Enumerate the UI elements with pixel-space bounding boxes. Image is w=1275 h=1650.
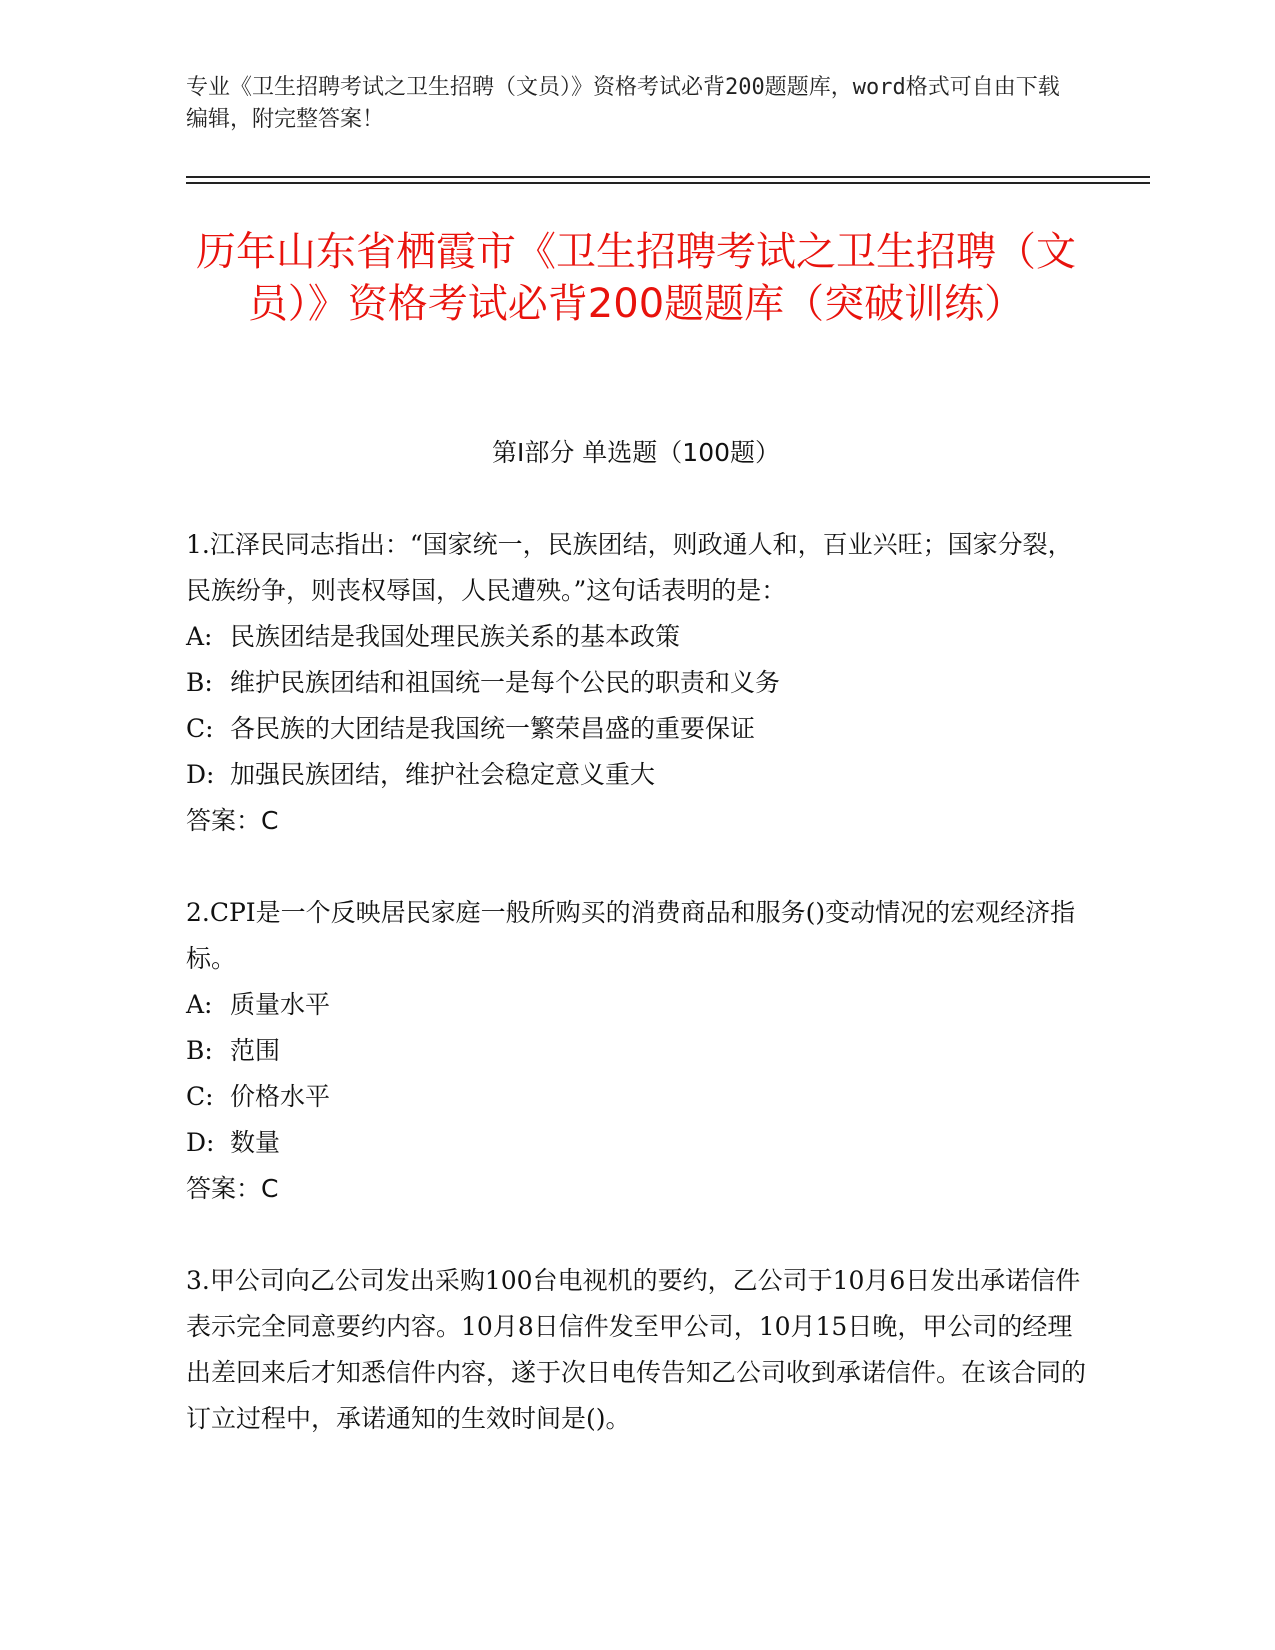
option-key: A: [186, 622, 213, 651]
question-text: 2.CPI是一个反映居民家庭一般所购买的消费商品和服务()变动情况的宏观经济指标。 [186, 898, 1076, 973]
option-c [186, 1074, 1086, 1120]
option-key: C: [186, 714, 214, 743]
option-text: 民族团结是我国处理民族关系的基本政策 [230, 622, 681, 651]
option-text: 维护民族团结和祖国统一是每个公民的职责和义务 [230, 668, 781, 697]
question-2 [186, 890, 1086, 1212]
option-text: 质量水平 [230, 990, 331, 1019]
option-key: B: [186, 668, 213, 697]
option-a [186, 982, 1086, 1028]
question-text: 1.江泽民同志指出：“国家统一，民族团结，则政通人和，百业兴旺；国家分裂，民族纷争，则丧权辱国，人民遭殃。”这句话表明的是： [186, 530, 1073, 605]
option-key: C: [186, 1082, 214, 1111]
option-key: B: [186, 1036, 213, 1065]
option-key: D: [186, 760, 215, 789]
option-text: 范围 [230, 1036, 281, 1065]
answer: 答案：C [186, 806, 279, 835]
document-title: 历年山东省栖霞市《卫生招聘考试之卫生招聘（文员）》资格考试必背200题题库（突破训练） [196, 229, 1076, 327]
header-divider-bottom [186, 182, 1150, 184]
option-a [186, 614, 1086, 660]
question-3 [186, 1258, 1086, 1442]
option-key: A: [186, 990, 213, 1019]
question-text: 3.甲公司向乙公司发出采购100台电视机的要约，乙公司于10月6日发出承诺信件表示完全同意要约内容。10月8日信件发至甲公司，10月15日晚，甲公司的经理出差回来后才知悉信件内容，遂于次日电传告知乙公司收到承诺信件。在该合同的订立过程中，承诺通知的生效时间是()。 [186, 1266, 1087, 1433]
question-1 [186, 522, 1086, 844]
option-text: 各民族的大团结是我国统一繁荣昌盛的重要保证 [230, 714, 756, 743]
option-text: 加强民族团结，维护社会稳定意义重大 [230, 760, 656, 789]
option-key: D: [186, 1128, 215, 1157]
question-list [186, 522, 1086, 1488]
option-text: 价格水平 [230, 1082, 331, 1111]
option-c [186, 706, 1086, 752]
option-b [186, 660, 1086, 706]
header-divider-top [186, 176, 1150, 178]
option-text: 数量 [230, 1128, 281, 1157]
answer: 答案：C [186, 1174, 279, 1203]
header-note: 专业《卫生招聘考试之卫生招聘（文员）》资格考试必背200题题库，word格式可自由下载编辑，附完整答案！ [186, 75, 1060, 132]
section-title: 第Ⅰ部分 单选题（100题） [491, 438, 781, 467]
option-d [186, 1120, 1086, 1166]
option-d [186, 752, 1086, 798]
option-b [186, 1028, 1086, 1074]
